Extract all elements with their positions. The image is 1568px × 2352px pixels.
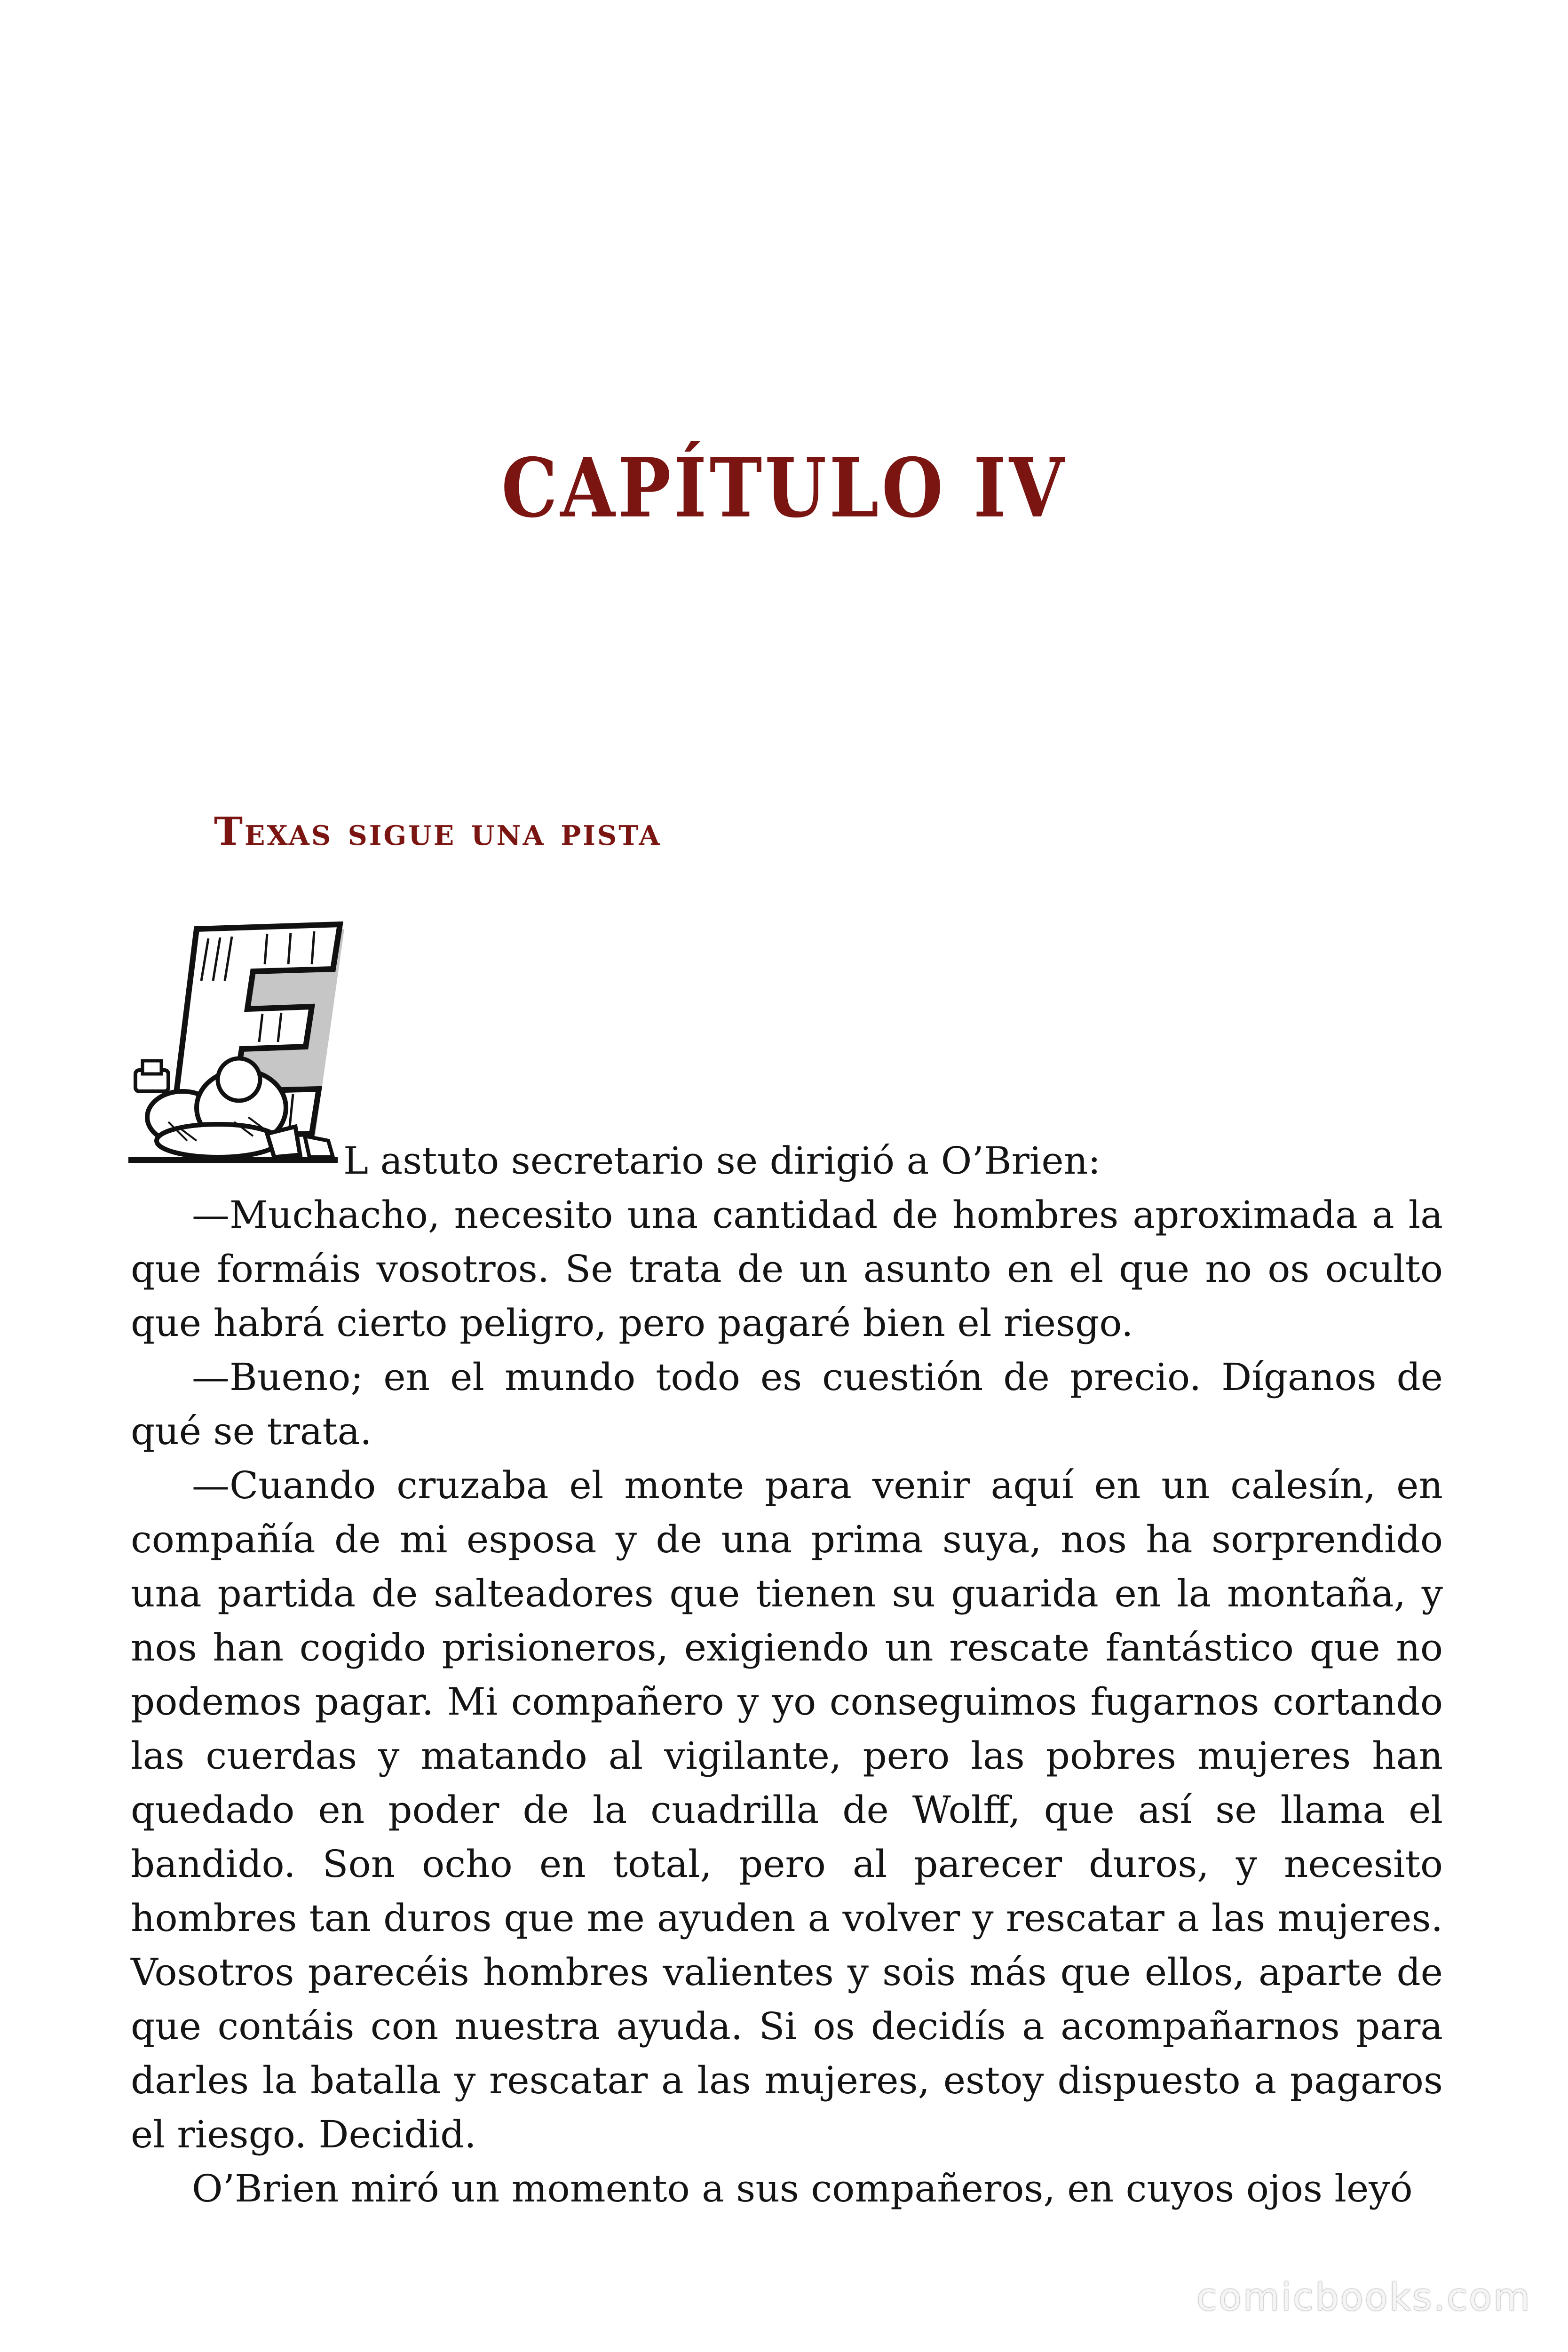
paragraph: —Cuando cruzaba el monte para venir aquí en un calesín, en compañía de mi esposa y de una prima suya, nos ha sorprendido una partida de salteadores que tienen su guarida en la montaña, y nos han cogido prisioneros, exigiendo un rescate fantástico que no podemos pagar. Mi compañero y yo conseguimos fugarnos cortando las cuerdas y matando al vigilante, pero las pobres mujeres han quedado en poder de la cuadrilla de Wolff, que así se llama el bandido. Son ocho en total, pero al parecer duros, y necesito hombres tan duros que me ayuden a volver y rescatar a las mujeres. Vosotros parecéis hombres valientes y sois más que ellos, aparte de que contáis con nuestra ayuda. Si os decidís a acompañarnos para darles la batalla y rescatar a las mujeres, estoy dispuesto a pagaros el riesgo. Decidid. bbox=[131, 1463, 1443, 2156]
section-title: Texas sigue una pista bbox=[214, 809, 662, 854]
paragraph: —Bueno; en el mundo todo es cuestión de precio. Díganos de qué se trata. bbox=[131, 1355, 1443, 1453]
watermark: comicbooks.com bbox=[1196, 2275, 1531, 2319]
paragraph: L astuto secretario se dirigió a O’Brien: bbox=[343, 1139, 1101, 1183]
chapter-title: CAPÍTULO IV bbox=[501, 440, 1067, 536]
paragraph: —Muchacho, necesito una cantidad de hombres aproximada a la que formáis vosotros. Se trata de un asunto en el que no os oculto que habrá cierto peligro, pero pagaré bien el riesgo. bbox=[131, 1193, 1443, 1345]
body-text bbox=[131, 1134, 1443, 2216]
paragraph: O’Brien miró un momento a sus compañeros, en cuyos ojos leyó bbox=[192, 2167, 1413, 2210]
